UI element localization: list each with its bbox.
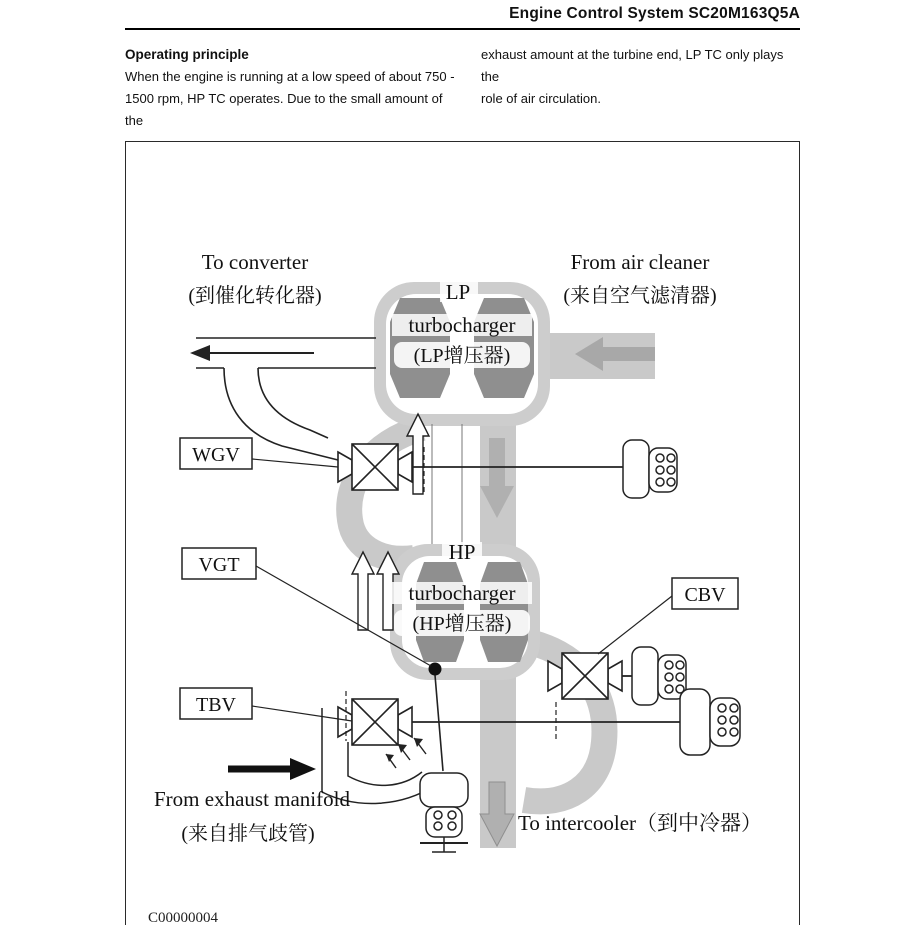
header-divider	[125, 28, 800, 30]
arrow-head-icon	[190, 345, 210, 361]
spring-coil-icon	[656, 454, 664, 462]
cbv-label: CBV	[684, 584, 726, 606]
vgt-label: VGT	[198, 554, 240, 576]
left-text-column	[125, 44, 459, 132]
diagram-frame	[125, 141, 800, 925]
spring-coil-icon	[665, 685, 673, 693]
spring-coil-icon	[448, 822, 456, 830]
label-lp-turbocharger: turbocharger	[408, 313, 516, 337]
tbv-pointer-line	[252, 706, 352, 721]
spring-coil-icon	[656, 478, 664, 486]
spring-coil-icon	[667, 466, 675, 474]
actuator-canister	[623, 440, 649, 498]
actuator-canister	[420, 773, 468, 807]
spring-coil-icon	[718, 728, 726, 736]
wgv-label: WGV	[192, 444, 240, 466]
vgt-actuator	[420, 773, 468, 852]
header-title: Engine Control System SC20M163Q5A	[509, 5, 800, 22]
wgv-actuator	[623, 440, 677, 498]
section-heading: Operating principle	[125, 47, 249, 62]
spring-coil-icon	[667, 478, 675, 486]
body-text-line: role of air circulation.	[481, 91, 601, 106]
spring-coil-icon	[676, 661, 684, 669]
small-arrow-head-icon	[414, 738, 423, 747]
actuator-canister	[632, 647, 658, 705]
label-to-intercooler: To intercooler（到中冷器）	[517, 811, 763, 835]
actuator-canister	[680, 689, 710, 755]
spring-coil-icon	[730, 728, 738, 736]
actuator-spring-housing	[426, 807, 462, 837]
label-from-air-cleaner-zh: (来自空气滤清器)	[563, 285, 717, 307]
spring-coil-icon	[448, 811, 456, 819]
spring-coil-icon	[434, 811, 442, 819]
spring-coil-icon	[730, 704, 738, 712]
label-hp-zh: (HP增压器)	[412, 613, 512, 635]
valve-port	[608, 661, 622, 691]
body-text-line: exhaust amount at the turbine end, LP TC only plays the	[481, 47, 784, 84]
right-text-column	[481, 44, 803, 110]
label-from-exhaust-en: From exhaust manifold	[154, 787, 350, 811]
spring-coil-icon	[434, 822, 442, 830]
label-lp-zh: (LP增压器)	[413, 345, 511, 367]
body-text-line: 1500 rpm, HP TC operates. Due to the small amount of the	[125, 91, 443, 128]
valve-port	[398, 452, 412, 482]
spring-coil-icon	[676, 673, 684, 681]
spring-coil-icon	[656, 466, 664, 474]
label-to-converter-en: To converter	[201, 250, 309, 274]
label-hp-turbocharger: turbocharger	[408, 581, 516, 605]
tbv-valve-symbol	[338, 691, 412, 745]
valve-port	[398, 707, 412, 737]
valve-port	[338, 707, 352, 737]
wgv-pointer-line	[252, 459, 338, 467]
spring-coil-icon	[665, 661, 673, 669]
arrow-head-icon	[290, 758, 316, 780]
exhaust-duct-wall	[348, 742, 422, 785]
vgt-link-rod	[435, 675, 443, 771]
spring-coil-icon	[718, 704, 726, 712]
tbv-actuator	[680, 689, 740, 755]
cbv-actuator	[632, 647, 686, 705]
vgt-pivot-dot	[429, 663, 442, 676]
spring-coil-icon	[730, 716, 738, 724]
label-to-converter-zh: (到催化转化器)	[188, 285, 322, 307]
wastegate-pipe-wall	[258, 368, 328, 438]
turbocharger-diagram-svg	[126, 142, 799, 925]
spring-coil-icon	[667, 454, 675, 462]
label-from-air-cleaner-en: From air cleaner	[570, 250, 710, 274]
spring-coil-icon	[718, 716, 726, 724]
spring-coil-icon	[665, 673, 673, 681]
body-text-line: When the engine is running at a low speed of about 750 -	[125, 69, 455, 84]
label-from-exhaust-zh: (来自排气歧管)	[181, 823, 315, 845]
figure-code: C00000004	[148, 910, 219, 925]
exhaust-inlet-arrow	[228, 758, 316, 780]
to-converter-arrow	[190, 345, 314, 361]
label-hp: HP	[448, 540, 476, 564]
label-lp: LP	[445, 280, 471, 304]
cbv-pointer-line	[598, 596, 672, 654]
small-arrow-head-icon	[398, 744, 407, 753]
tbv-label: TBV	[196, 694, 236, 716]
